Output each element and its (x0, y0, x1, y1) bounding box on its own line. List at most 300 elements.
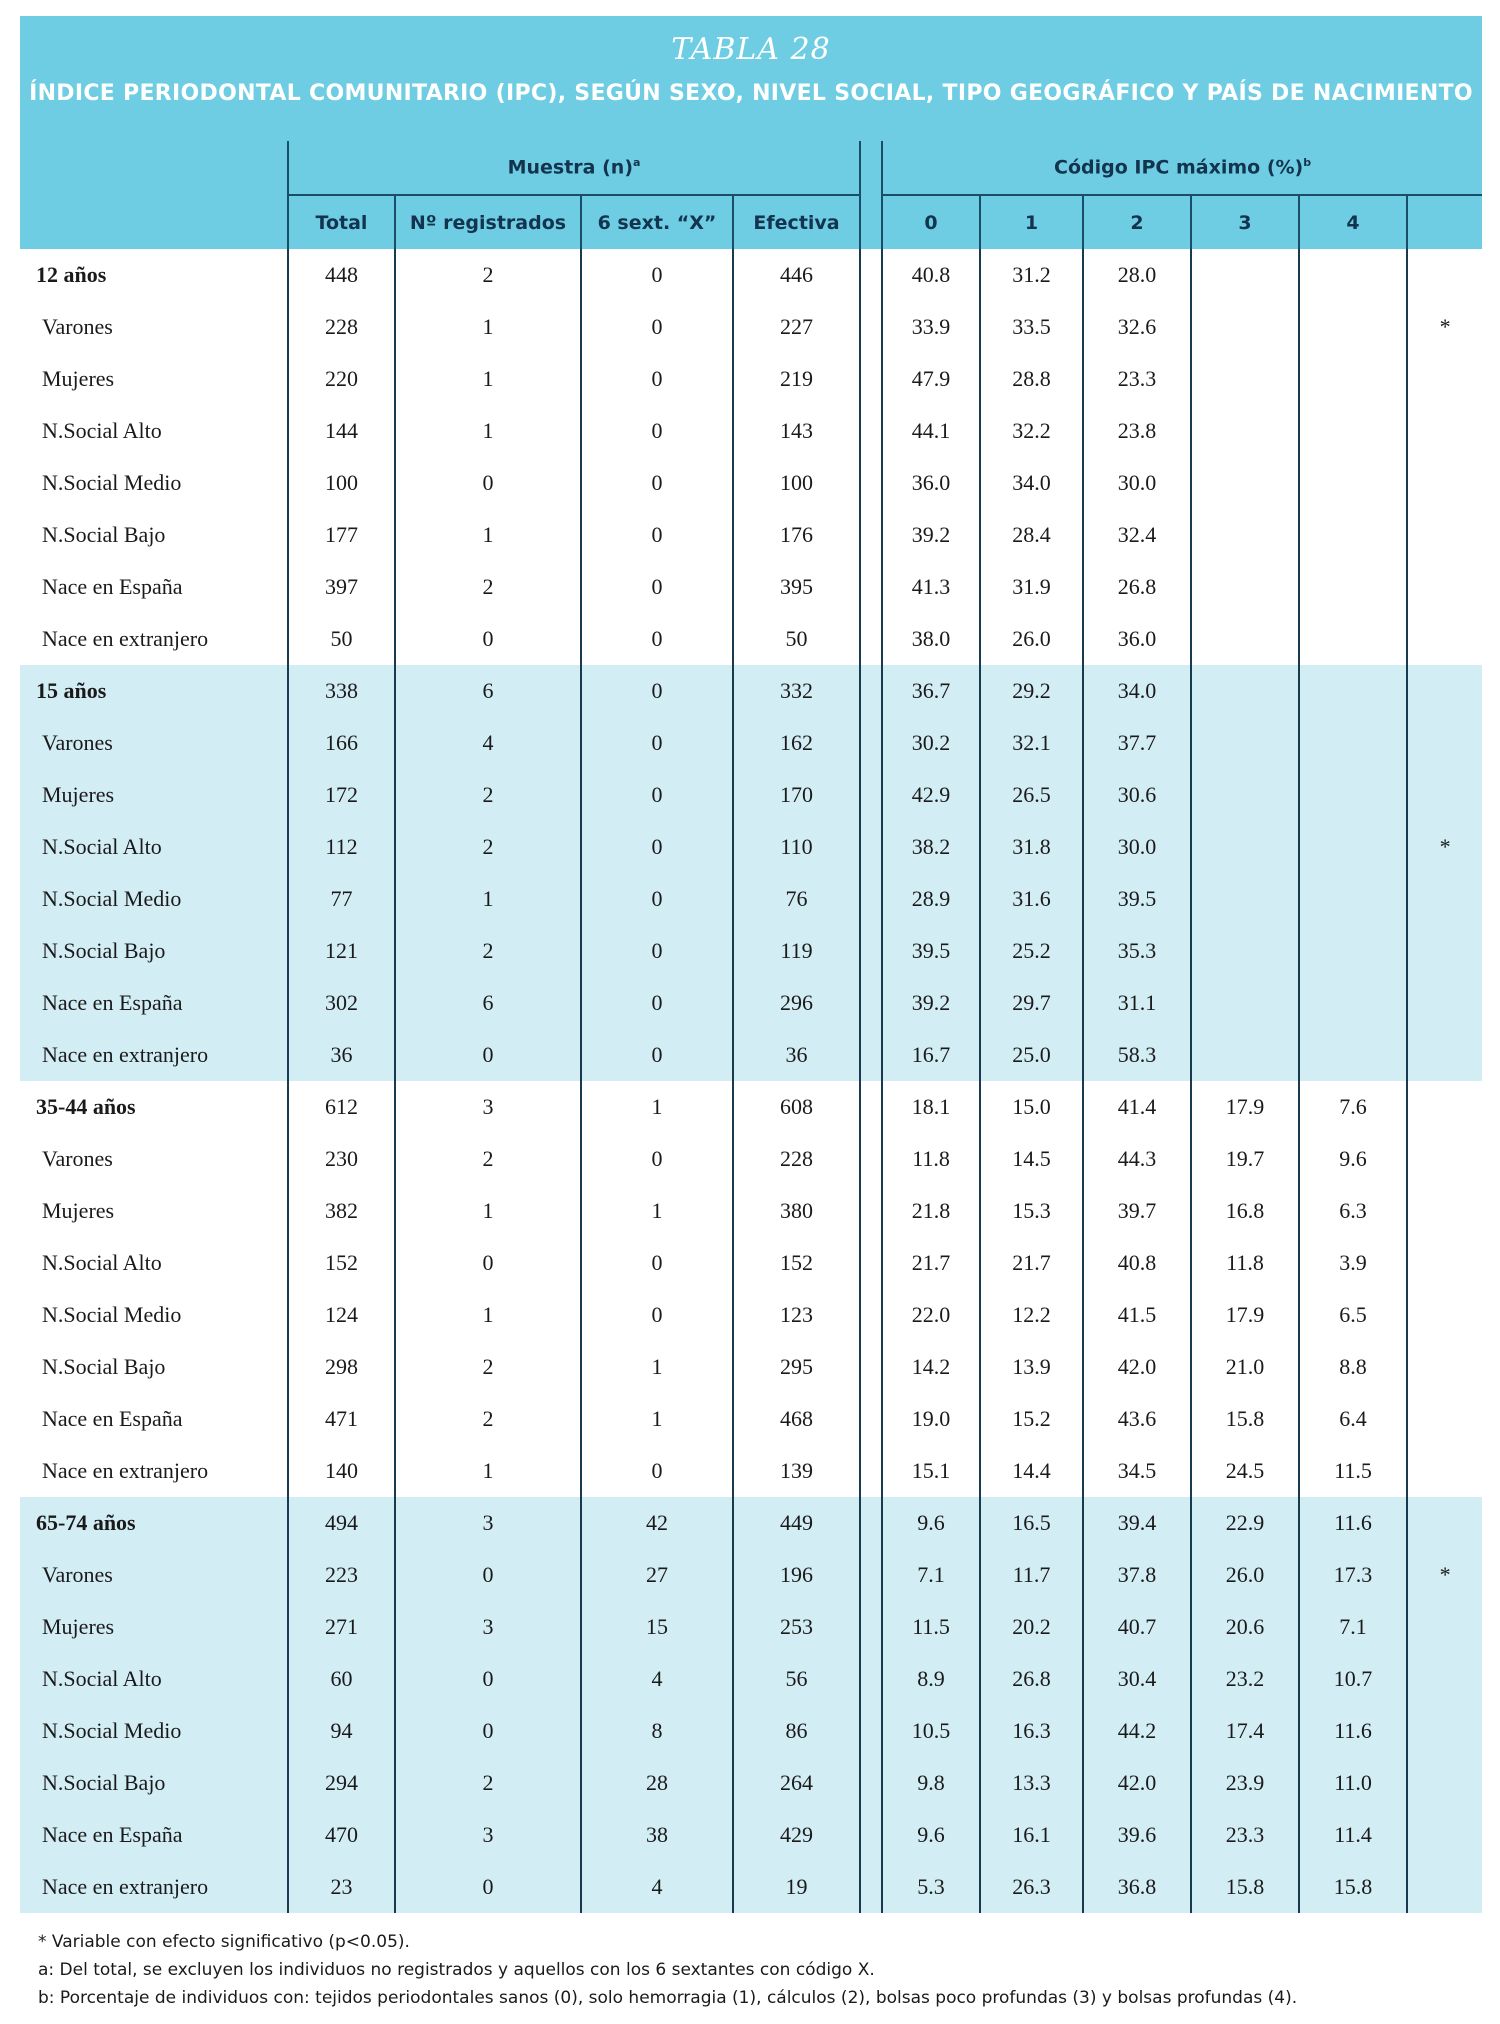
cell-ipc-0: 39.2 (882, 509, 980, 561)
cell-total: 397 (288, 561, 395, 613)
cell-total: 228 (288, 301, 395, 353)
table-row (20, 509, 1482, 561)
cell-total: 338 (288, 665, 395, 717)
header-empty-cell (20, 141, 288, 195)
cell-ipc-0: 10.5 (882, 1705, 980, 1757)
row-label: Nace en España (20, 977, 288, 1029)
cell-significance (1407, 1289, 1482, 1341)
cell-6sext: 1 (581, 1393, 733, 1445)
table-row (20, 1809, 1482, 1861)
cell-registrados: 3 (395, 1809, 581, 1861)
table-row (20, 249, 1482, 301)
cell-ipc-2: 39.6 (1083, 1809, 1191, 1861)
cell-ipc-3 (1191, 561, 1299, 613)
cell-ipc-1: 31.8 (980, 821, 1083, 873)
cell-ipc-0: 14.2 (882, 1341, 980, 1393)
row-label: N.Social Alto (20, 1653, 288, 1705)
cell-ipc-3: 23.3 (1191, 1809, 1299, 1861)
row-label: N.Social Bajo (20, 1757, 288, 1809)
cell-ipc-2: 42.0 (1083, 1757, 1191, 1809)
cell-6sext: 0 (581, 1029, 733, 1081)
cell-gap (860, 1861, 882, 1913)
cell-ipc-1: 16.1 (980, 1809, 1083, 1861)
cell-ipc-0: 7.1 (882, 1549, 980, 1601)
cell-ipc-2: 30.4 (1083, 1653, 1191, 1705)
footnotes (38, 1928, 1297, 2012)
cell-significance (1407, 977, 1482, 1029)
cell-ipc-2: 30.6 (1083, 769, 1191, 821)
cell-ipc-2: 32.6 (1083, 301, 1191, 353)
cell-efectiva: 449 (733, 1497, 860, 1549)
cell-total: 271 (288, 1601, 395, 1653)
cell-significance: * (1407, 1549, 1482, 1601)
cell-efectiva: 395 (733, 561, 860, 613)
cell-total: 172 (288, 769, 395, 821)
cell-ipc-1: 26.0 (980, 613, 1083, 665)
table-row (20, 769, 1482, 821)
row-label: Varones (20, 1133, 288, 1185)
cell-gap (860, 977, 882, 1029)
cell-efectiva: 152 (733, 1237, 860, 1289)
table-row (20, 821, 1482, 873)
ipc-table (20, 141, 1482, 1913)
cell-efectiva: 162 (733, 717, 860, 769)
cell-registrados: 2 (395, 769, 581, 821)
cell-significance (1407, 1497, 1482, 1549)
cell-ipc-4 (1299, 249, 1407, 301)
cell-ipc-4: 6.5 (1299, 1289, 1407, 1341)
cell-ipc-3: 23.9 (1191, 1757, 1299, 1809)
cell-ipc-1: 20.2 (980, 1601, 1083, 1653)
row-label: N.Social Medio (20, 873, 288, 925)
cell-ipc-2: 42.0 (1083, 1341, 1191, 1393)
cell-6sext: 0 (581, 1289, 733, 1341)
row-label: Nace en extranjero (20, 1029, 288, 1081)
cell-gap (860, 1029, 882, 1081)
cell-6sext: 0 (581, 457, 733, 509)
row-label: N.Social Bajo (20, 1341, 288, 1393)
cell-significance (1407, 1653, 1482, 1705)
cell-ipc-2: 28.0 (1083, 249, 1191, 301)
cell-registrados: 0 (395, 1705, 581, 1757)
cell-ipc-0: 18.1 (882, 1081, 980, 1133)
cell-efectiva: 56 (733, 1653, 860, 1705)
table-row (20, 665, 1482, 717)
cell-ipc-2: 37.8 (1083, 1549, 1191, 1601)
cell-significance (1407, 873, 1482, 925)
cell-6sext: 0 (581, 353, 733, 405)
cell-total: 494 (288, 1497, 395, 1549)
cell-ipc-3: 22.9 (1191, 1497, 1299, 1549)
cell-gap (860, 1341, 882, 1393)
col-header-sig (1407, 195, 1482, 249)
cell-ipc-2: 26.8 (1083, 561, 1191, 613)
cell-significance (1407, 1133, 1482, 1185)
cell-6sext: 4 (581, 1861, 733, 1913)
cell-6sext: 0 (581, 769, 733, 821)
cell-efectiva: 50 (733, 613, 860, 665)
col-header-ipc-3: 3 (1191, 195, 1299, 249)
cell-efectiva: 76 (733, 873, 860, 925)
table-row (20, 613, 1482, 665)
cell-ipc-1: 14.4 (980, 1445, 1083, 1497)
cell-significance (1407, 1237, 1482, 1289)
cell-ipc-3: 24.5 (1191, 1445, 1299, 1497)
cell-6sext: 0 (581, 1445, 733, 1497)
cell-gap (860, 1757, 882, 1809)
row-label: Nace en España (20, 1393, 288, 1445)
row-label: Nace en España (20, 561, 288, 613)
cell-ipc-1: 29.2 (980, 665, 1083, 717)
cell-ipc-3: 23.2 (1191, 1653, 1299, 1705)
cell-ipc-0: 33.9 (882, 301, 980, 353)
cell-significance: * (1407, 821, 1482, 873)
cell-significance (1407, 509, 1482, 561)
cell-ipc-2: 39.5 (1083, 873, 1191, 925)
cell-significance (1407, 457, 1482, 509)
table-title: TABLA 28 (671, 32, 831, 67)
cell-efectiva: 36 (733, 1029, 860, 1081)
cell-ipc-4 (1299, 301, 1407, 353)
cell-6sext: 28 (581, 1757, 733, 1809)
row-label: N.Social Alto (20, 1237, 288, 1289)
cell-ipc-0: 5.3 (882, 1861, 980, 1913)
cell-ipc-1: 29.7 (980, 977, 1083, 1029)
cell-total: 302 (288, 977, 395, 1029)
cell-ipc-0: 22.0 (882, 1289, 980, 1341)
cell-ipc-0: 39.2 (882, 977, 980, 1029)
cell-ipc-3 (1191, 509, 1299, 561)
cell-efectiva: 143 (733, 405, 860, 457)
table-row (20, 1341, 1482, 1393)
row-label: Mujeres (20, 1185, 288, 1237)
cell-gap (860, 1653, 882, 1705)
cell-6sext: 15 (581, 1601, 733, 1653)
cell-6sext: 0 (581, 301, 733, 353)
cell-significance (1407, 249, 1482, 301)
cell-total: 470 (288, 1809, 395, 1861)
cell-ipc-4 (1299, 405, 1407, 457)
cell-ipc-2: 58.3 (1083, 1029, 1191, 1081)
cell-total: 144 (288, 405, 395, 457)
cell-ipc-4 (1299, 613, 1407, 665)
cell-6sext: 0 (581, 509, 733, 561)
cell-registrados: 4 (395, 717, 581, 769)
header-gap (860, 195, 882, 249)
cell-ipc-3 (1191, 1029, 1299, 1081)
cell-ipc-0: 39.5 (882, 925, 980, 977)
col-header-ipc-0: 0 (882, 195, 980, 249)
table-row (20, 301, 1482, 353)
cell-ipc-0: 9.6 (882, 1809, 980, 1861)
cell-ipc-2: 23.3 (1083, 353, 1191, 405)
cell-ipc-2: 40.7 (1083, 1601, 1191, 1653)
cell-gap (860, 1497, 882, 1549)
cell-gap (860, 301, 882, 353)
table-row (20, 1549, 1482, 1601)
cell-ipc-3: 21.0 (1191, 1341, 1299, 1393)
cell-ipc-1: 15.3 (980, 1185, 1083, 1237)
cell-registrados: 0 (395, 1549, 581, 1601)
table-row (20, 925, 1482, 977)
cell-registrados: 6 (395, 977, 581, 1029)
cell-ipc-4 (1299, 769, 1407, 821)
cell-ipc-2: 35.3 (1083, 925, 1191, 977)
header-gap (860, 141, 882, 195)
cell-efectiva: 429 (733, 1809, 860, 1861)
cell-6sext: 0 (581, 665, 733, 717)
cell-ipc-2: 23.8 (1083, 405, 1191, 457)
cell-registrados: 0 (395, 1237, 581, 1289)
col-header-total: Total (288, 195, 395, 249)
cell-ipc-3 (1191, 873, 1299, 925)
cell-ipc-4: 8.8 (1299, 1341, 1407, 1393)
cell-6sext: 4 (581, 1653, 733, 1705)
table-subtitle: ÍNDICE PERIODONTAL COMUNITARIO (IPC), SEGÚN SEXO, NIVEL SOCIAL, TIPO GEOGRÁFICO Y PAÍS DE NACIMIENTO (29, 81, 1473, 106)
cell-significance (1407, 1185, 1482, 1237)
cell-6sext: 0 (581, 405, 733, 457)
cell-ipc-3 (1191, 717, 1299, 769)
cell-ipc-1: 32.2 (980, 405, 1083, 457)
cell-ipc-2: 41.5 (1083, 1289, 1191, 1341)
cell-ipc-0: 41.3 (882, 561, 980, 613)
cell-ipc-4: 15.8 (1299, 1861, 1407, 1913)
cell-gap (860, 1393, 882, 1445)
cell-ipc-2: 37.7 (1083, 717, 1191, 769)
col-header-ipc-1: 1 (980, 195, 1083, 249)
cell-registrados: 2 (395, 1341, 581, 1393)
cell-ipc-3 (1191, 665, 1299, 717)
cell-total: 50 (288, 613, 395, 665)
cell-ipc-0: 8.9 (882, 1653, 980, 1705)
table-row (20, 1081, 1482, 1133)
ipc-group-header: Código IPC máximo (%)$^b$ (882, 141, 1482, 195)
muestra-group-header: Muestra $(n)^a$ (288, 141, 860, 195)
col-header-6sext: 6 sext. “X” (581, 195, 733, 249)
cell-ipc-0: 36.7 (882, 665, 980, 717)
cell-efectiva: 380 (733, 1185, 860, 1237)
cell-ipc-3: 16.8 (1191, 1185, 1299, 1237)
cell-ipc-2: 41.4 (1083, 1081, 1191, 1133)
cell-gap (860, 1185, 882, 1237)
cell-ipc-3: 17.9 (1191, 1081, 1299, 1133)
cell-gap (860, 873, 882, 925)
row-label: Mujeres (20, 1601, 288, 1653)
cell-ipc-0: 28.9 (882, 873, 980, 925)
cell-ipc-0: 30.2 (882, 717, 980, 769)
cell-gap (860, 353, 882, 405)
row-label: N.Social Medio (20, 457, 288, 509)
cell-total: 612 (288, 1081, 395, 1133)
cell-registrados: 1 (395, 405, 581, 457)
cell-registrados: 0 (395, 1861, 581, 1913)
cell-registrados: 0 (395, 1653, 581, 1705)
table-row (20, 1497, 1482, 1549)
cell-efectiva: 123 (733, 1289, 860, 1341)
table-row (20, 1757, 1482, 1809)
cell-total: 230 (288, 1133, 395, 1185)
row-label: N.Social Alto (20, 405, 288, 457)
cell-ipc-1: 25.0 (980, 1029, 1083, 1081)
cell-efectiva: 295 (733, 1341, 860, 1393)
cell-efectiva: 19 (733, 1861, 860, 1913)
cell-ipc-3 (1191, 925, 1299, 977)
cell-ipc-4: 6.3 (1299, 1185, 1407, 1237)
cell-efectiva: 227 (733, 301, 860, 353)
row-label: Nace en extranjero (20, 1861, 288, 1913)
cell-gap (860, 769, 882, 821)
cell-efectiva: 110 (733, 821, 860, 873)
row-label: 15 años (20, 665, 288, 717)
table-row (20, 1029, 1482, 1081)
cell-ipc-4: 3.9 (1299, 1237, 1407, 1289)
cell-ipc-4: 11.5 (1299, 1445, 1407, 1497)
cell-registrados: 2 (395, 249, 581, 301)
cell-gap (860, 613, 882, 665)
cell-ipc-1: 16.5 (980, 1497, 1083, 1549)
cell-efectiva: 100 (733, 457, 860, 509)
cell-ipc-3 (1191, 249, 1299, 301)
row-label: Mujeres (20, 353, 288, 405)
cell-ipc-2: 43.6 (1083, 1393, 1191, 1445)
cell-gap (860, 1445, 882, 1497)
cell-registrados: 2 (395, 925, 581, 977)
cell-gap (860, 1133, 882, 1185)
cell-ipc-0: 42.9 (882, 769, 980, 821)
cell-6sext: 0 (581, 873, 733, 925)
cell-total: 100 (288, 457, 395, 509)
col-header-registrados: Nº registrados (395, 195, 581, 249)
cell-efectiva: 228 (733, 1133, 860, 1185)
cell-total: 121 (288, 925, 395, 977)
cell-6sext: 0 (581, 1237, 733, 1289)
table-row (20, 1393, 1482, 1445)
table-row (20, 1289, 1482, 1341)
cell-significance (1407, 1341, 1482, 1393)
table-row (20, 1601, 1482, 1653)
cell-ipc-1: 28.8 (980, 353, 1083, 405)
row-label: 35-44 años (20, 1081, 288, 1133)
cell-ipc-3: 11.8 (1191, 1237, 1299, 1289)
cell-gap (860, 1549, 882, 1601)
cell-gap (860, 1289, 882, 1341)
cell-ipc-3 (1191, 821, 1299, 873)
cell-ipc-1: 13.9 (980, 1341, 1083, 1393)
cell-ipc-1: 26.5 (980, 769, 1083, 821)
cell-significance (1407, 1393, 1482, 1445)
cell-ipc-1: 31.6 (980, 873, 1083, 925)
cell-efectiva: 119 (733, 925, 860, 977)
cell-ipc-2: 44.2 (1083, 1705, 1191, 1757)
cell-efectiva: 264 (733, 1757, 860, 1809)
cell-efectiva: 176 (733, 509, 860, 561)
cell-ipc-1: 12.2 (980, 1289, 1083, 1341)
cell-significance (1407, 1757, 1482, 1809)
table-body (20, 249, 1482, 1913)
cell-efectiva: 253 (733, 1601, 860, 1653)
cell-ipc-3 (1191, 977, 1299, 1029)
cell-significance (1407, 613, 1482, 665)
cell-significance (1407, 1705, 1482, 1757)
cell-ipc-3 (1191, 353, 1299, 405)
cell-ipc-2: 31.1 (1083, 977, 1191, 1029)
cell-registrados: 1 (395, 509, 581, 561)
cell-ipc-4: 10.7 (1299, 1653, 1407, 1705)
cell-significance (1407, 769, 1482, 821)
cell-total: 448 (288, 249, 395, 301)
footnote-significance: * Variable con efecto significativo (p<0.05). (38, 1932, 410, 1952)
cell-total: 77 (288, 873, 395, 925)
row-label: 65-74 años (20, 1497, 288, 1549)
cell-total: 152 (288, 1237, 395, 1289)
footnote-b: b: Porcentaje de individuos con: tejidos periodontales sanos (0), solo hemorragia (1), cálculos (2), bolsas poco profundas (3) y bolsas profundas (4). (38, 1988, 1298, 2008)
cell-ipc-0: 16.7 (882, 1029, 980, 1081)
cell-ipc-2: 39.4 (1083, 1497, 1191, 1549)
cell-registrados: 1 (395, 301, 581, 353)
row-label: Varones (20, 301, 288, 353)
cell-gap (860, 665, 882, 717)
cell-ipc-4: 11.6 (1299, 1497, 1407, 1549)
table-row (20, 353, 1482, 405)
cell-ipc-2: 30.0 (1083, 457, 1191, 509)
table-row (20, 1861, 1482, 1913)
cell-gap (860, 1809, 882, 1861)
table-header-band (20, 16, 1482, 141)
cell-registrados: 1 (395, 1289, 581, 1341)
cell-ipc-4 (1299, 509, 1407, 561)
cell-ipc-0: 11.8 (882, 1133, 980, 1185)
cell-ipc-3 (1191, 457, 1299, 509)
cell-significance (1407, 1601, 1482, 1653)
cell-6sext: 42 (581, 1497, 733, 1549)
cell-registrados: 0 (395, 457, 581, 509)
table-row (20, 717, 1482, 769)
col-header-ipc-2: 2 (1083, 195, 1191, 249)
row-label: Varones (20, 717, 288, 769)
cell-ipc-2: 30.0 (1083, 821, 1191, 873)
cell-ipc-3 (1191, 301, 1299, 353)
cell-ipc-3 (1191, 769, 1299, 821)
cell-ipc-4 (1299, 457, 1407, 509)
cell-total: 23 (288, 1861, 395, 1913)
cell-significance: * (1407, 301, 1482, 353)
cell-ipc-3: 26.0 (1191, 1549, 1299, 1601)
cell-significance (1407, 717, 1482, 769)
cell-ipc-4 (1299, 353, 1407, 405)
cell-efectiva: 170 (733, 769, 860, 821)
cell-ipc-4 (1299, 925, 1407, 977)
table-row (20, 873, 1482, 925)
cell-registrados: 3 (395, 1601, 581, 1653)
row-label: N.Social Medio (20, 1705, 288, 1757)
row-label: N.Social Alto (20, 821, 288, 873)
cell-efectiva: 139 (733, 1445, 860, 1497)
cell-ipc-4: 6.4 (1299, 1393, 1407, 1445)
cell-significance (1407, 1861, 1482, 1913)
cell-total: 140 (288, 1445, 395, 1497)
cell-total: 294 (288, 1757, 395, 1809)
cell-registrados: 2 (395, 1133, 581, 1185)
cell-ipc-0: 9.6 (882, 1497, 980, 1549)
cell-ipc-0: 47.9 (882, 353, 980, 405)
cell-gap (860, 405, 882, 457)
cell-ipc-3: 20.6 (1191, 1601, 1299, 1653)
cell-ipc-1: 33.5 (980, 301, 1083, 353)
cell-total: 177 (288, 509, 395, 561)
cell-6sext: 0 (581, 977, 733, 1029)
cell-gap (860, 1705, 882, 1757)
footnote-a: a: Del total, se excluyen los individuos no registrados y aquellos con los 6 sextantes con código X. (38, 1960, 875, 1980)
